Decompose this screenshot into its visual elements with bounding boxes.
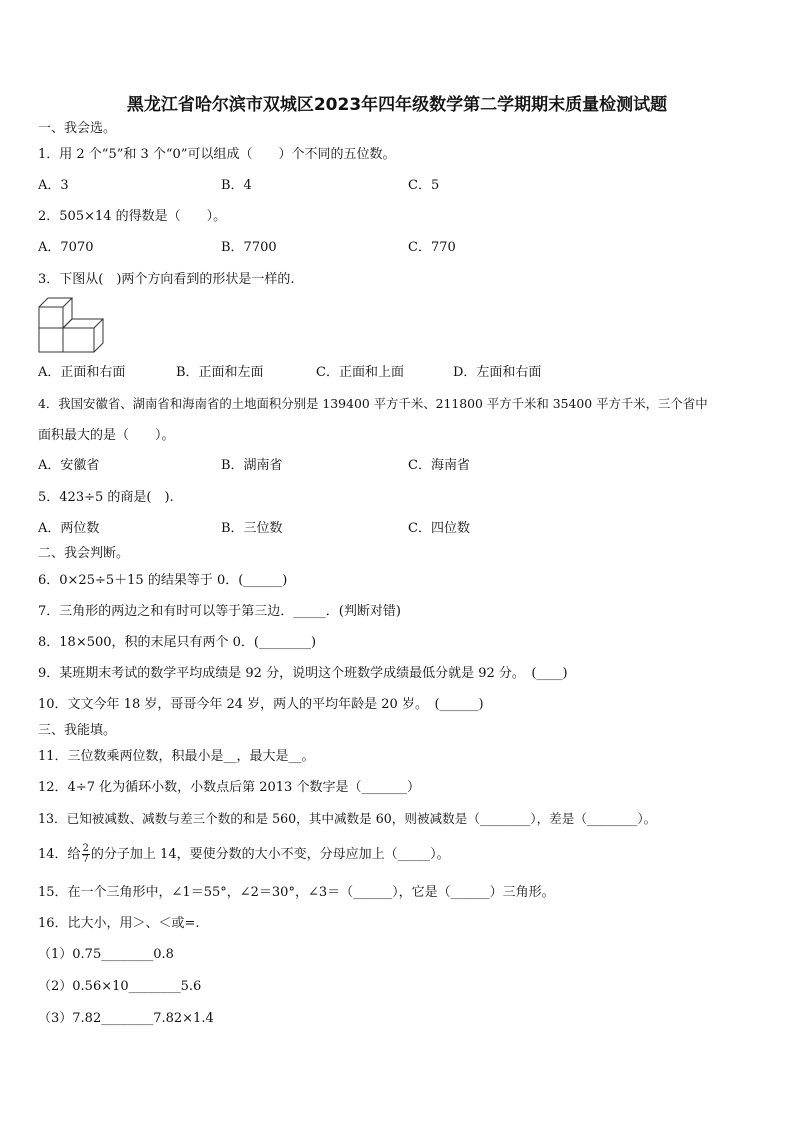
- question-15: 15．在一个三角形中，∠1＝55°，∠2＝30°，∠3＝（______），它是（______）三角形。: [38, 885, 555, 900]
- q4-option-b: B．湖南省: [221, 458, 283, 473]
- question-16-part-1: （1）0.75________0.8: [38, 947, 174, 962]
- section-heading-judge: 二、我会判断。: [38, 546, 130, 561]
- fraction-denominator: 7: [82, 854, 89, 865]
- question-4-line-1: 4．我国安徽省、湖南省和海南省的土地面积分别是 139400 平方千米、211800 平方千米和 35400 平方千米，三个省中: [38, 396, 708, 411]
- q14-suffix: 的分子加上 14，要使分数的大小不变，分母应加上（_____）。: [90, 847, 450, 862]
- cube-figure: [38, 296, 110, 356]
- q5-option-a: A．两位数: [38, 521, 100, 536]
- q1-option-c: C．5: [408, 178, 440, 193]
- question-1: 1．用 2 个“5”和 3 个“0”可以组成（ ）个不同的五位数。: [38, 147, 396, 162]
- q14-prefix: 14．给: [38, 847, 81, 862]
- fraction: [82, 844, 90, 865]
- question-8: 8．18×500，积的末尾只有两个 0．(________): [38, 635, 317, 650]
- q2-option-c: C．770: [408, 240, 456, 255]
- question-16-part-2: （2）0.56×10________5.6: [38, 979, 202, 994]
- question-11: 11．三位数乘两位数，积最小是__，最大是__。: [38, 749, 315, 764]
- q1-option-b: B．4: [221, 178, 252, 193]
- question-13: 13．已知被减数、减数与差三个数的和是 560，其中减数是 60，则被减数是（________），差是（________）。: [38, 811, 657, 826]
- question-16: 16．比大小，用＞、＜或=.: [38, 916, 200, 931]
- page-title: 黑龙江省哈尔滨市双城区2023年四年级数学第二学期期末质量检测试题: [126, 95, 668, 115]
- q1-option-a: A．3: [38, 178, 69, 193]
- question-2: 2．505×14 的得数是（ ）。: [38, 209, 227, 224]
- q3-option-a: A．正面和右面: [38, 365, 126, 380]
- fraction-numerator: 2: [82, 843, 89, 854]
- question-7: 7．三角形的两边之和有时可以等于第三边．_____．(判断对错): [38, 604, 401, 619]
- section-heading-fill: 三、我能填。: [38, 723, 117, 738]
- question-6: 6．0×25÷5＋15 的结果等于 0．(______): [38, 573, 288, 588]
- question-10: 10．文文今年 18 岁，哥哥今年 24 岁，两人的平均年龄是 20 岁。 (______): [38, 697, 484, 712]
- q2-option-b: B．7700: [221, 240, 277, 255]
- q3-option-d: D．左面和右面: [453, 365, 542, 380]
- q5-option-b: B．三位数: [221, 521, 283, 536]
- q3-option-c: C．正面和上面: [316, 365, 404, 380]
- q4-option-a: A．安徽省: [38, 458, 100, 473]
- q3-option-b: B．正面和左面: [176, 365, 264, 380]
- q4-option-c: C．海南省: [408, 458, 470, 473]
- question-16-part-3: （3）7.82________7.82×1.4: [38, 1011, 214, 1026]
- question-9: 9．某班期末考试的数学平均成绩是 92 分，说明这个班数学成绩最低分就是 92 分。 (____): [38, 666, 568, 681]
- question-4-line-2: 面积最大的是（ ）。: [38, 428, 175, 443]
- q2-option-a: A．7070: [38, 240, 94, 255]
- section-heading-choice: 一、我会选。: [38, 121, 117, 136]
- question-12: 12．4÷7 化为循环小数，小数点后第 2013 个数字是（_______）: [38, 780, 420, 795]
- question-5: 5．423÷5 的商是( ).: [38, 490, 174, 505]
- q5-option-c: C．四位数: [408, 521, 470, 536]
- question-14: [38, 842, 450, 868]
- question-3: 3．下图从( )两个方向看到的形状是一样的.: [38, 272, 295, 287]
